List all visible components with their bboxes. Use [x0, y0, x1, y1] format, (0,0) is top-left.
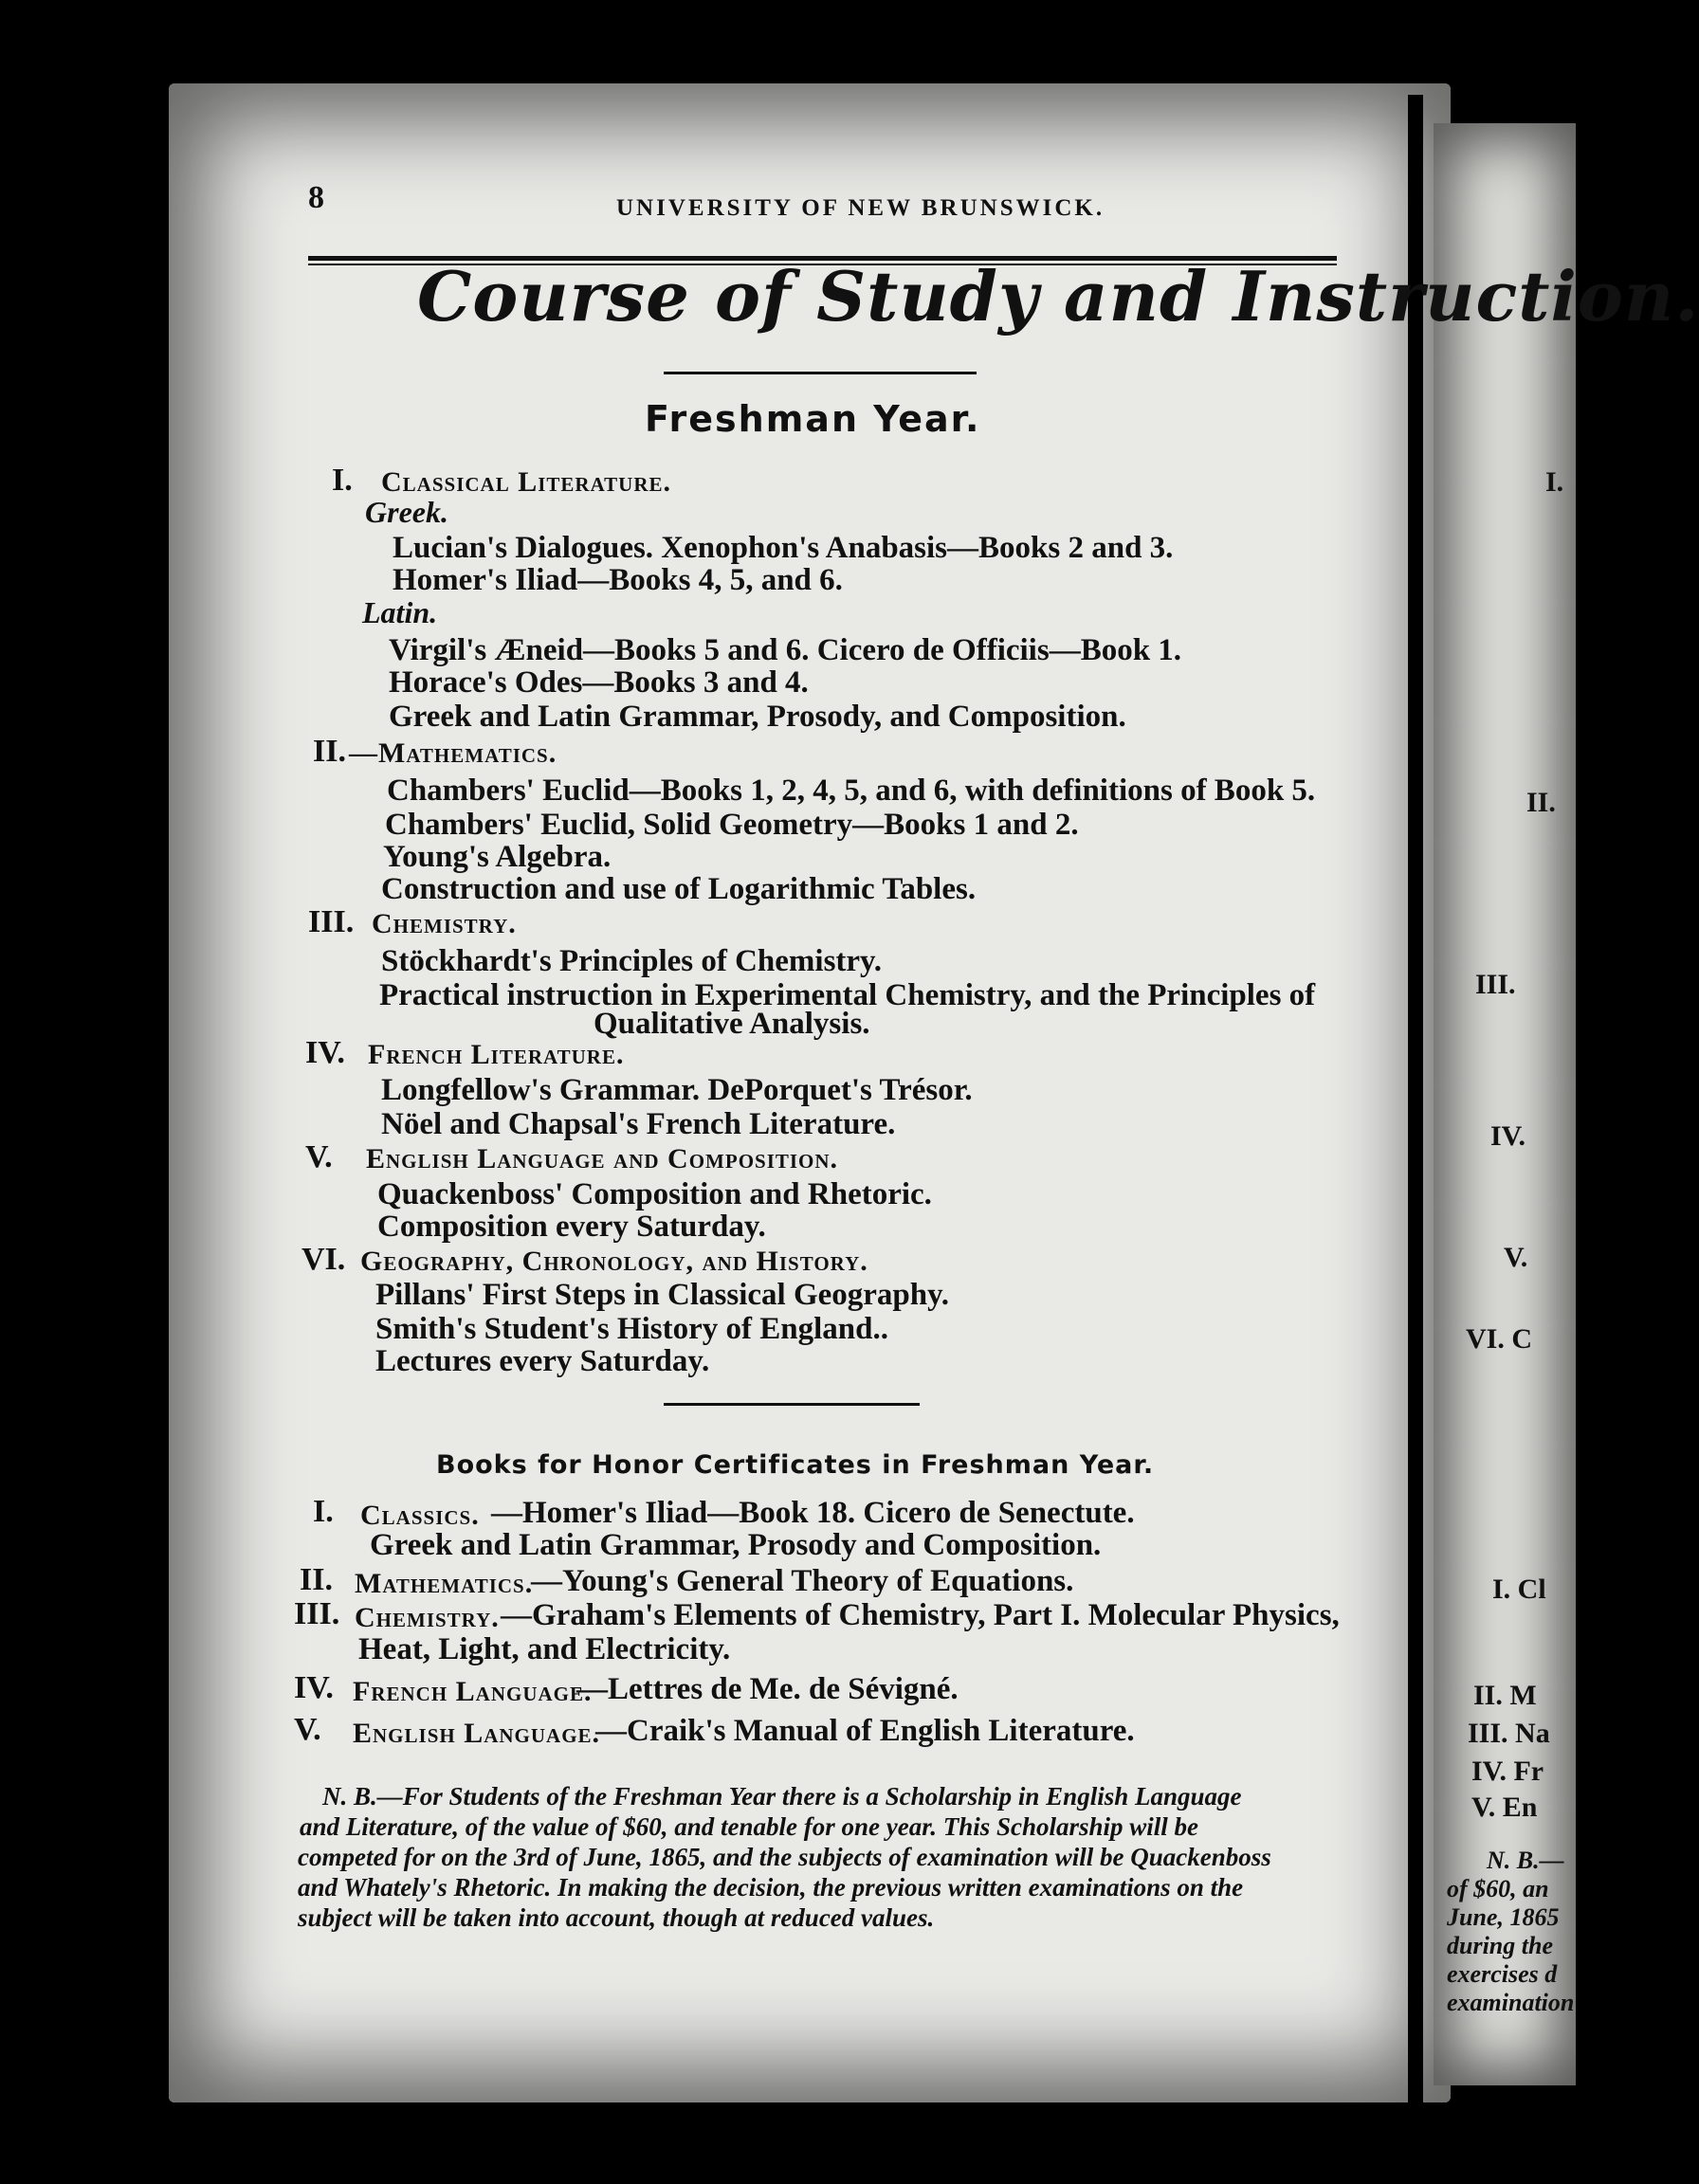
honor-head: Classics.	[360, 1500, 480, 1531]
list-item: Qualitative Analysis.	[594, 1007, 870, 1041]
list-item: Young's Algebra.	[383, 840, 612, 874]
section-heading: Chemistry.	[372, 908, 517, 939]
nb-line: N. B.—For Students of the Freshman Year there is a Scholarship in English Language	[322, 1782, 1242, 1811]
list-item: Smith's Student's History of England..	[375, 1312, 888, 1346]
list-item: Quackenboss' Composition and Rhetoric.	[377, 1177, 932, 1211]
right-page-numeral: II.	[1526, 787, 1556, 818]
subheading-latin: Latin.	[362, 595, 438, 629]
section-heading: English Language and Composition.	[366, 1143, 839, 1174]
list-item: Longfellow's Grammar. DePorquet's Trésor.	[381, 1073, 973, 1107]
section-numeral: I.	[332, 463, 353, 498]
list-item: Homer's Iliad—Books 4, 5, and 6.	[393, 563, 843, 597]
page-gutter	[1408, 95, 1423, 2104]
list-item: Practical instruction in Experimental Chemistry, and the Principles of	[379, 978, 1316, 1012]
section-heading: Classical Literature.	[381, 466, 672, 498]
right-page-numeral: V. En	[1471, 1792, 1538, 1823]
honor-head: French Language.	[353, 1676, 593, 1707]
right-page-nb: June, 1865	[1447, 1903, 1560, 1931]
right-page-nb: of $60, an	[1447, 1875, 1549, 1902]
section-rule	[664, 1403, 920, 1406]
section-numeral: V.	[305, 1139, 333, 1174]
honor-numeral: III.	[294, 1596, 340, 1631]
list-item: Greek and Latin Grammar, Prosody, and Composition.	[389, 700, 1126, 734]
nb-line: competed for on the 3rd of June, 1865, and the subjects of examination will be Quackenboss	[298, 1843, 1271, 1871]
honor-head: English Language.	[353, 1718, 601, 1749]
nb-line: subject will be taken into account, though at reduced values.	[298, 1903, 935, 1932]
honor-text-cont: Greek and Latin Grammar, Prosody and Composition.	[370, 1528, 1102, 1562]
list-item: Chambers' Euclid—Books 1, 2, 4, 5, and 6, with definitions of Book 5.	[387, 774, 1316, 808]
list-item: Composition every Saturday.	[377, 1210, 766, 1244]
section-numeral: II.	[313, 734, 346, 769]
freshman-heading: Freshman Year.	[645, 398, 981, 440]
honor-head: Mathematics.	[355, 1568, 534, 1599]
right-page-numeral: I.	[1545, 466, 1564, 498]
honor-text: —Craik's Manual of English Literature.	[595, 1714, 1135, 1748]
honor-numeral: II.	[300, 1562, 333, 1597]
honor-text: —Lettres de Me. de Sévigné.	[576, 1672, 959, 1706]
right-page-nb: N. B.—	[1487, 1847, 1564, 1874]
section-numeral: III.	[308, 904, 355, 939]
honor-text: —Homer's Iliad—Book 18. Cicero de Senectute.	[491, 1496, 1135, 1530]
title-rule	[664, 372, 977, 374]
section-numeral: VI.	[301, 1242, 346, 1277]
right-page-numeral: VI. C	[1466, 1323, 1533, 1355]
right-page-numeral: IV.	[1490, 1120, 1525, 1152]
honor-text-cont: Heat, Light, and Electricity.	[358, 1632, 731, 1666]
section-heading: Geography, Chronology, and History.	[360, 1246, 868, 1277]
right-page-numeral: II. M	[1473, 1680, 1537, 1711]
section-numeral: IV.	[305, 1035, 345, 1070]
right-page-nb: exercises d	[1447, 1960, 1558, 1988]
list-item: Lucian's Dialogues. Xenophon's Anabasis—Books 2 and 3.	[393, 531, 1174, 565]
right-page-numeral: I. Cl	[1492, 1574, 1546, 1605]
subheading-greek: Greek.	[365, 495, 448, 529]
list-item: Chambers' Euclid, Solid Geometry—Books 1 and 2.	[385, 808, 1079, 842]
honor-heading: Books for Honor Certificates in Freshman Year.	[436, 1450, 1155, 1480]
right-page-numeral: III. Na	[1468, 1718, 1550, 1749]
honor-text: —Young's General Theory of Equations.	[531, 1564, 1074, 1598]
section-heading: French Literature.	[368, 1039, 625, 1070]
list-item: Construction and use of Logarithmic Tables.	[381, 872, 977, 906]
right-page-nb: during the	[1447, 1932, 1553, 1959]
nb-line: and Literature, of the value of $60, and tenable for one year. This Scholarship will be	[300, 1812, 1199, 1841]
list-item: Horace's Odes—Books 3 and 4.	[389, 665, 809, 700]
honor-numeral: I.	[313, 1494, 334, 1529]
right-page-numeral: IV. Fr	[1471, 1756, 1544, 1787]
right-page-nb: examination	[1447, 1989, 1575, 2016]
list-item: Lectures every Saturday.	[375, 1344, 710, 1378]
page-number: 8	[308, 180, 324, 215]
honor-numeral: IV.	[294, 1670, 334, 1705]
running-header: UNIVERSITY OF NEW BRUNSWICK.	[616, 195, 1105, 221]
honor-text: —Graham's Elements of Chemistry, Part I. Molecular Physics,	[501, 1598, 1340, 1632]
section-heading: —Mathematics.	[349, 737, 557, 769]
nb-line: and Whately's Rhetoric. In making the decision, the previous written examinations on the	[298, 1873, 1244, 1902]
honor-head: Chemistry.	[355, 1602, 500, 1633]
right-page-numeral: III.	[1475, 969, 1516, 1000]
list-item: Pillans' First Steps in Classical Geography.	[375, 1278, 950, 1312]
page-title: Course of Study and Instruction.	[417, 256, 1699, 337]
list-item: Nöel and Chapsal's French Literature.	[381, 1107, 896, 1141]
list-item: Virgil's Æneid—Books 5 and 6. Cicero de Officiis—Book 1.	[389, 633, 1182, 667]
honor-numeral: V.	[294, 1712, 321, 1747]
list-item: Stöckhardt's Principles of Chemistry.	[381, 944, 882, 978]
right-page-numeral: V.	[1504, 1242, 1528, 1273]
